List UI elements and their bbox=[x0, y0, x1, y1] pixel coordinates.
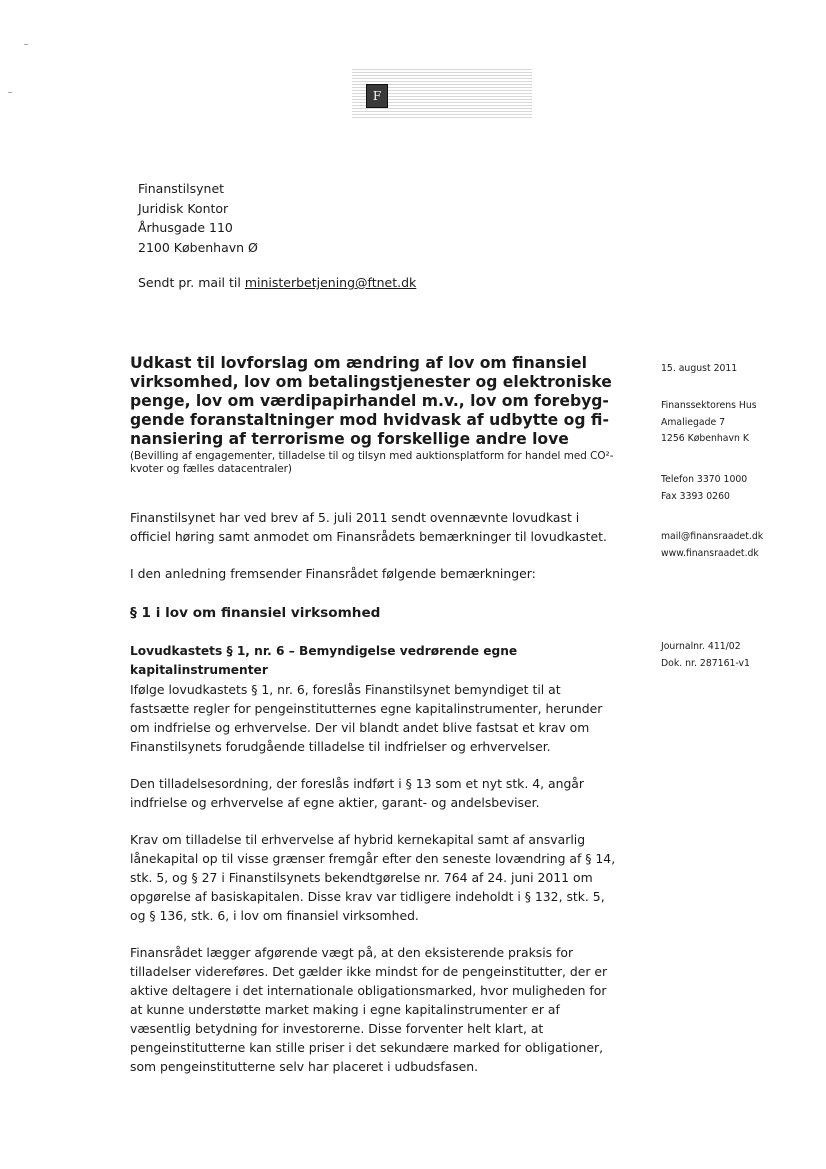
sender-phone: Telefon 3370 1000 bbox=[661, 474, 748, 485]
sidebar-date: 15. august 2011 bbox=[661, 363, 738, 374]
document-reference bbox=[661, 639, 750, 672]
intro-paragraph: I den anledning fremsender Finansrådet følgende bemærkninger: bbox=[130, 566, 536, 581]
body-paragraph: Finansrådet lægger afgørende vægt på, at den eksisterende praksis for tilladelser videreføres. Det gælder ikke mindst for de pengeinstitutter, der er aktive deltagere i det internationale obligationsmarked, hvor muligheden for at kunne understøtte market making i egne kapitalinstrumenter er af væsentlig betydning for investorerne. Disse forventer helt klart, at pengeinstitutterne kan stille priser i det sekundære marked for obligationer, som pengeinstitutterne selv har placeret i udbudsfasen. bbox=[130, 945, 608, 1074]
letter-title: Udkast til lovforslag om ændring af lov om finansiel virksomhed, lov om betalingstjenester og elektroniske penge, lov om værdipapirhandel m.v., lov om forebyg- gende foranstaltninger mod hvidvask af udbytte og fi- nansiering af terrorisme og forskellige andre love bbox=[130, 354, 612, 448]
body-paragraph: Krav om tilladelse til erhvervelse af hybrid kernekapital samt af ansvarlig lånekapital op til visse grænser fremgår efter den seneste lovændring af § 14, stk. 5, og § 27 i Finanstilsynets bekendtgørelse nr. 764 af 24. juni 2011 om opgørelse af basiskapitalen. Disse krav var tidligere indeholdt i § 132, stk. 5, og § 136, stk. 6, i lov om finansiel virksomhed. bbox=[130, 832, 616, 923]
sent-by-mail-line bbox=[138, 275, 416, 290]
recipient-address bbox=[138, 179, 258, 257]
body-paragraph: Den tilladelsesordning, der foreslås indført i § 13 som et nyt stk. 4, angår indfrielse og erhvervelse af egne aktier, garant- og andelsbeviser. bbox=[130, 776, 584, 810]
sender-address bbox=[661, 398, 757, 448]
recipient-email-link[interactable]: ministerbetjening@ftnet.dk bbox=[244, 275, 417, 290]
address-line: Finanstilsynet bbox=[138, 181, 225, 196]
finansraadet-logo-icon: F bbox=[366, 84, 388, 108]
address-line: 2100 København Ø bbox=[138, 239, 258, 255]
sender-fax: Fax 3393 0260 bbox=[661, 490, 730, 502]
scan-mark bbox=[24, 44, 28, 45]
journal-number: Journalnr. 411/02 bbox=[661, 641, 741, 652]
document-number: Dok. nr. 287161-v1 bbox=[661, 657, 750, 669]
sent-prefix: Sendt pr. mail til bbox=[138, 275, 245, 290]
sender-online bbox=[661, 529, 763, 562]
sender-street: Amaliegade 7 bbox=[661, 416, 726, 428]
address-line: Juridisk Kontor bbox=[138, 200, 229, 216]
body-paragraph: Ifølge lovudkastets § 1, nr. 6, foreslås Finanstilsynet bemyndiget til at fastsætte regler for pengeinstitutternes egne kapitalinstrumenter, herunder om indfrielse og erhvervelse. Der vil blandt andet blive fastsat et krav om Finanstilsynets forudgående tilladelse til indfrielser og erhvervelser. bbox=[130, 682, 603, 754]
letter-subtitle: (Bevilling af engagementer, tilladelse til og tilsyn med auktionsplatform for handel med CO²-kvoter og fælles datacentraler) bbox=[130, 450, 614, 475]
sender-contact bbox=[661, 472, 747, 505]
sender-email-link[interactable]: mail@finansraadet.dk bbox=[661, 531, 764, 542]
sender-org: Finanssektorens Hus bbox=[661, 400, 757, 411]
scan-mark bbox=[8, 92, 12, 93]
sender-web-link[interactable]: www.finansraadet.dk bbox=[661, 547, 759, 559]
intro-paragraph: Finanstilsynet har ved brev af 5. juli 2011 sendt ovennævnte lovudkast i officiel høring samt anmodet om Finansrådets bemærkninger til lovudkastet. bbox=[130, 510, 607, 544]
sender-city: 1256 København K bbox=[661, 433, 749, 444]
section-heading: § 1 i lov om finansiel virksomhed bbox=[130, 605, 381, 621]
address-line: Århusgade 110 bbox=[138, 220, 233, 235]
subsection-heading: Lovudkastets § 1, nr. 6 – Bemyndigelse vedrørende egne kapitalinstrumenter bbox=[130, 644, 518, 677]
letter-body bbox=[130, 354, 620, 1076]
letterhead-logo bbox=[352, 68, 532, 118]
